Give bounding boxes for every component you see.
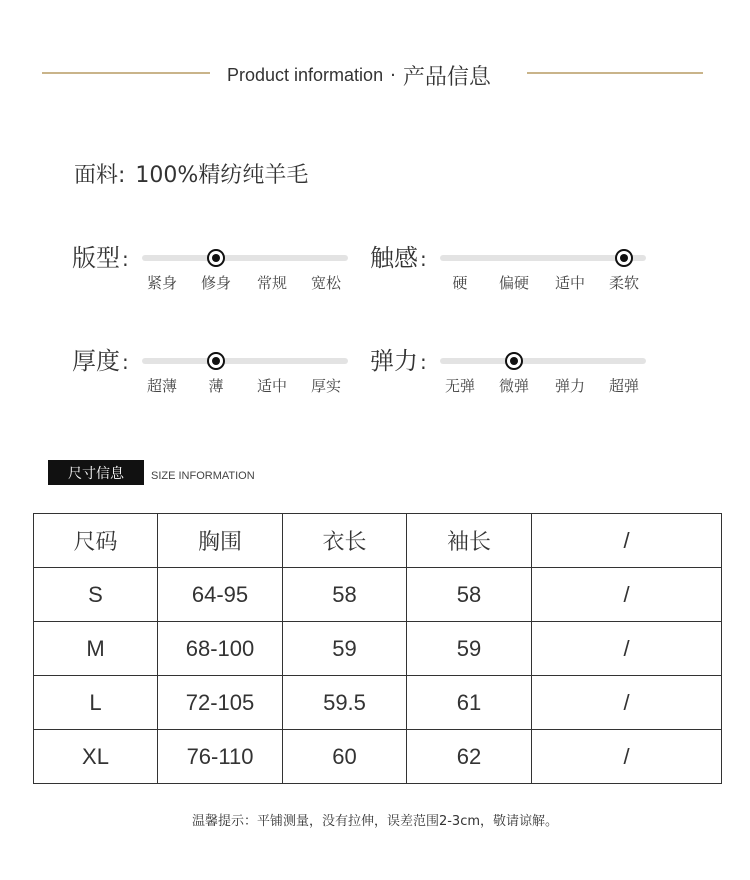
table-cell: 58: [407, 568, 532, 622]
table-cell: 61: [407, 676, 532, 730]
scale-option: 常规: [256, 274, 288, 292]
table-row: [34, 622, 722, 676]
attr-thickness-label: 厚度 :: [72, 347, 129, 375]
scale-option: 偏硬: [498, 274, 530, 292]
scale-marker-icon: [207, 352, 225, 370]
header-title: [227, 60, 491, 90]
scale-option: 适中: [256, 377, 288, 395]
table-cell: 68-100: [158, 622, 283, 676]
scale-option: 紧身: [146, 274, 178, 292]
header-separator: ·: [390, 64, 396, 86]
attr-feel-label: 触感 :: [370, 244, 427, 272]
attr-feel: [370, 243, 660, 303]
measurement-note: 温馨提示：平铺测量，没有拉伸，误差范围2-3cm，敬请谅解。: [191, 814, 559, 829]
scale-track: [142, 255, 348, 261]
table-header-cell: 胸围: [158, 514, 283, 568]
table-cell: 60: [283, 730, 407, 784]
scale-option: 适中: [554, 274, 586, 292]
table-cell: /: [532, 676, 722, 730]
fabric-value: 100%精纺纯羊毛: [135, 163, 309, 188]
attr-thickness: [72, 346, 362, 406]
table-header-row: [34, 514, 722, 568]
scale-option: 硬: [452, 274, 468, 292]
table-cell: /: [532, 568, 722, 622]
table-row: [34, 568, 722, 622]
scale-track: [440, 358, 646, 364]
scale-option: 超薄: [146, 377, 178, 395]
scale-marker-icon: [207, 249, 225, 267]
size-section-subtitle: SIZE INFORMATION: [151, 470, 255, 482]
header-divider-left: [42, 72, 210, 74]
table-cell: /: [532, 730, 722, 784]
table-cell: /: [532, 622, 722, 676]
table-row: [34, 730, 722, 784]
scale-option: 弹力: [554, 377, 586, 395]
scale-option: 微弹: [498, 377, 530, 395]
fabric-label: 面料:: [74, 163, 126, 188]
scale-marker-icon: [505, 352, 523, 370]
table-cell: 62: [407, 730, 532, 784]
table-header-cell: /: [532, 514, 722, 568]
table-header-cell: 袖长: [407, 514, 532, 568]
table-header-cell: 尺码: [34, 514, 158, 568]
table-cell: L: [34, 676, 158, 730]
scale-option: 薄: [208, 377, 224, 395]
header-divider-right: [527, 72, 703, 74]
scale-option: 柔软: [608, 274, 640, 292]
table-cell: 72-105: [158, 676, 283, 730]
attr-elasticity: [370, 346, 660, 406]
table-cell: 58: [283, 568, 407, 622]
table-cell: 76-110: [158, 730, 283, 784]
table-cell: 64-95: [158, 568, 283, 622]
size-section-title: 尺寸信息: [48, 460, 144, 485]
table-cell: 59: [283, 622, 407, 676]
scale-option: 超弹: [608, 377, 640, 395]
table-cell: 59: [407, 622, 532, 676]
table-cell: S: [34, 568, 158, 622]
scale-marker-icon: [615, 249, 633, 267]
table-cell: 59.5: [283, 676, 407, 730]
header-title-cn: 产品信息: [402, 64, 491, 90]
table-row: [34, 676, 722, 730]
attr-fit-label: 版型 :: [72, 244, 129, 272]
fabric-info: [74, 158, 308, 189]
scale-track: [142, 358, 348, 364]
scale-option: 宽松: [310, 274, 342, 292]
table-header-cell: 衣长: [283, 514, 407, 568]
scale-option: 无弹: [444, 377, 476, 395]
table-cell: XL: [34, 730, 158, 784]
table-cell: M: [34, 622, 158, 676]
scale-option: 厚实: [310, 377, 342, 395]
attr-elasticity-label: 弹力 :: [370, 347, 427, 375]
header-title-en: Product information: [227, 64, 384, 85]
scale-option: 修身: [200, 274, 232, 292]
attr-fit: [72, 243, 362, 303]
size-table: [33, 513, 722, 784]
